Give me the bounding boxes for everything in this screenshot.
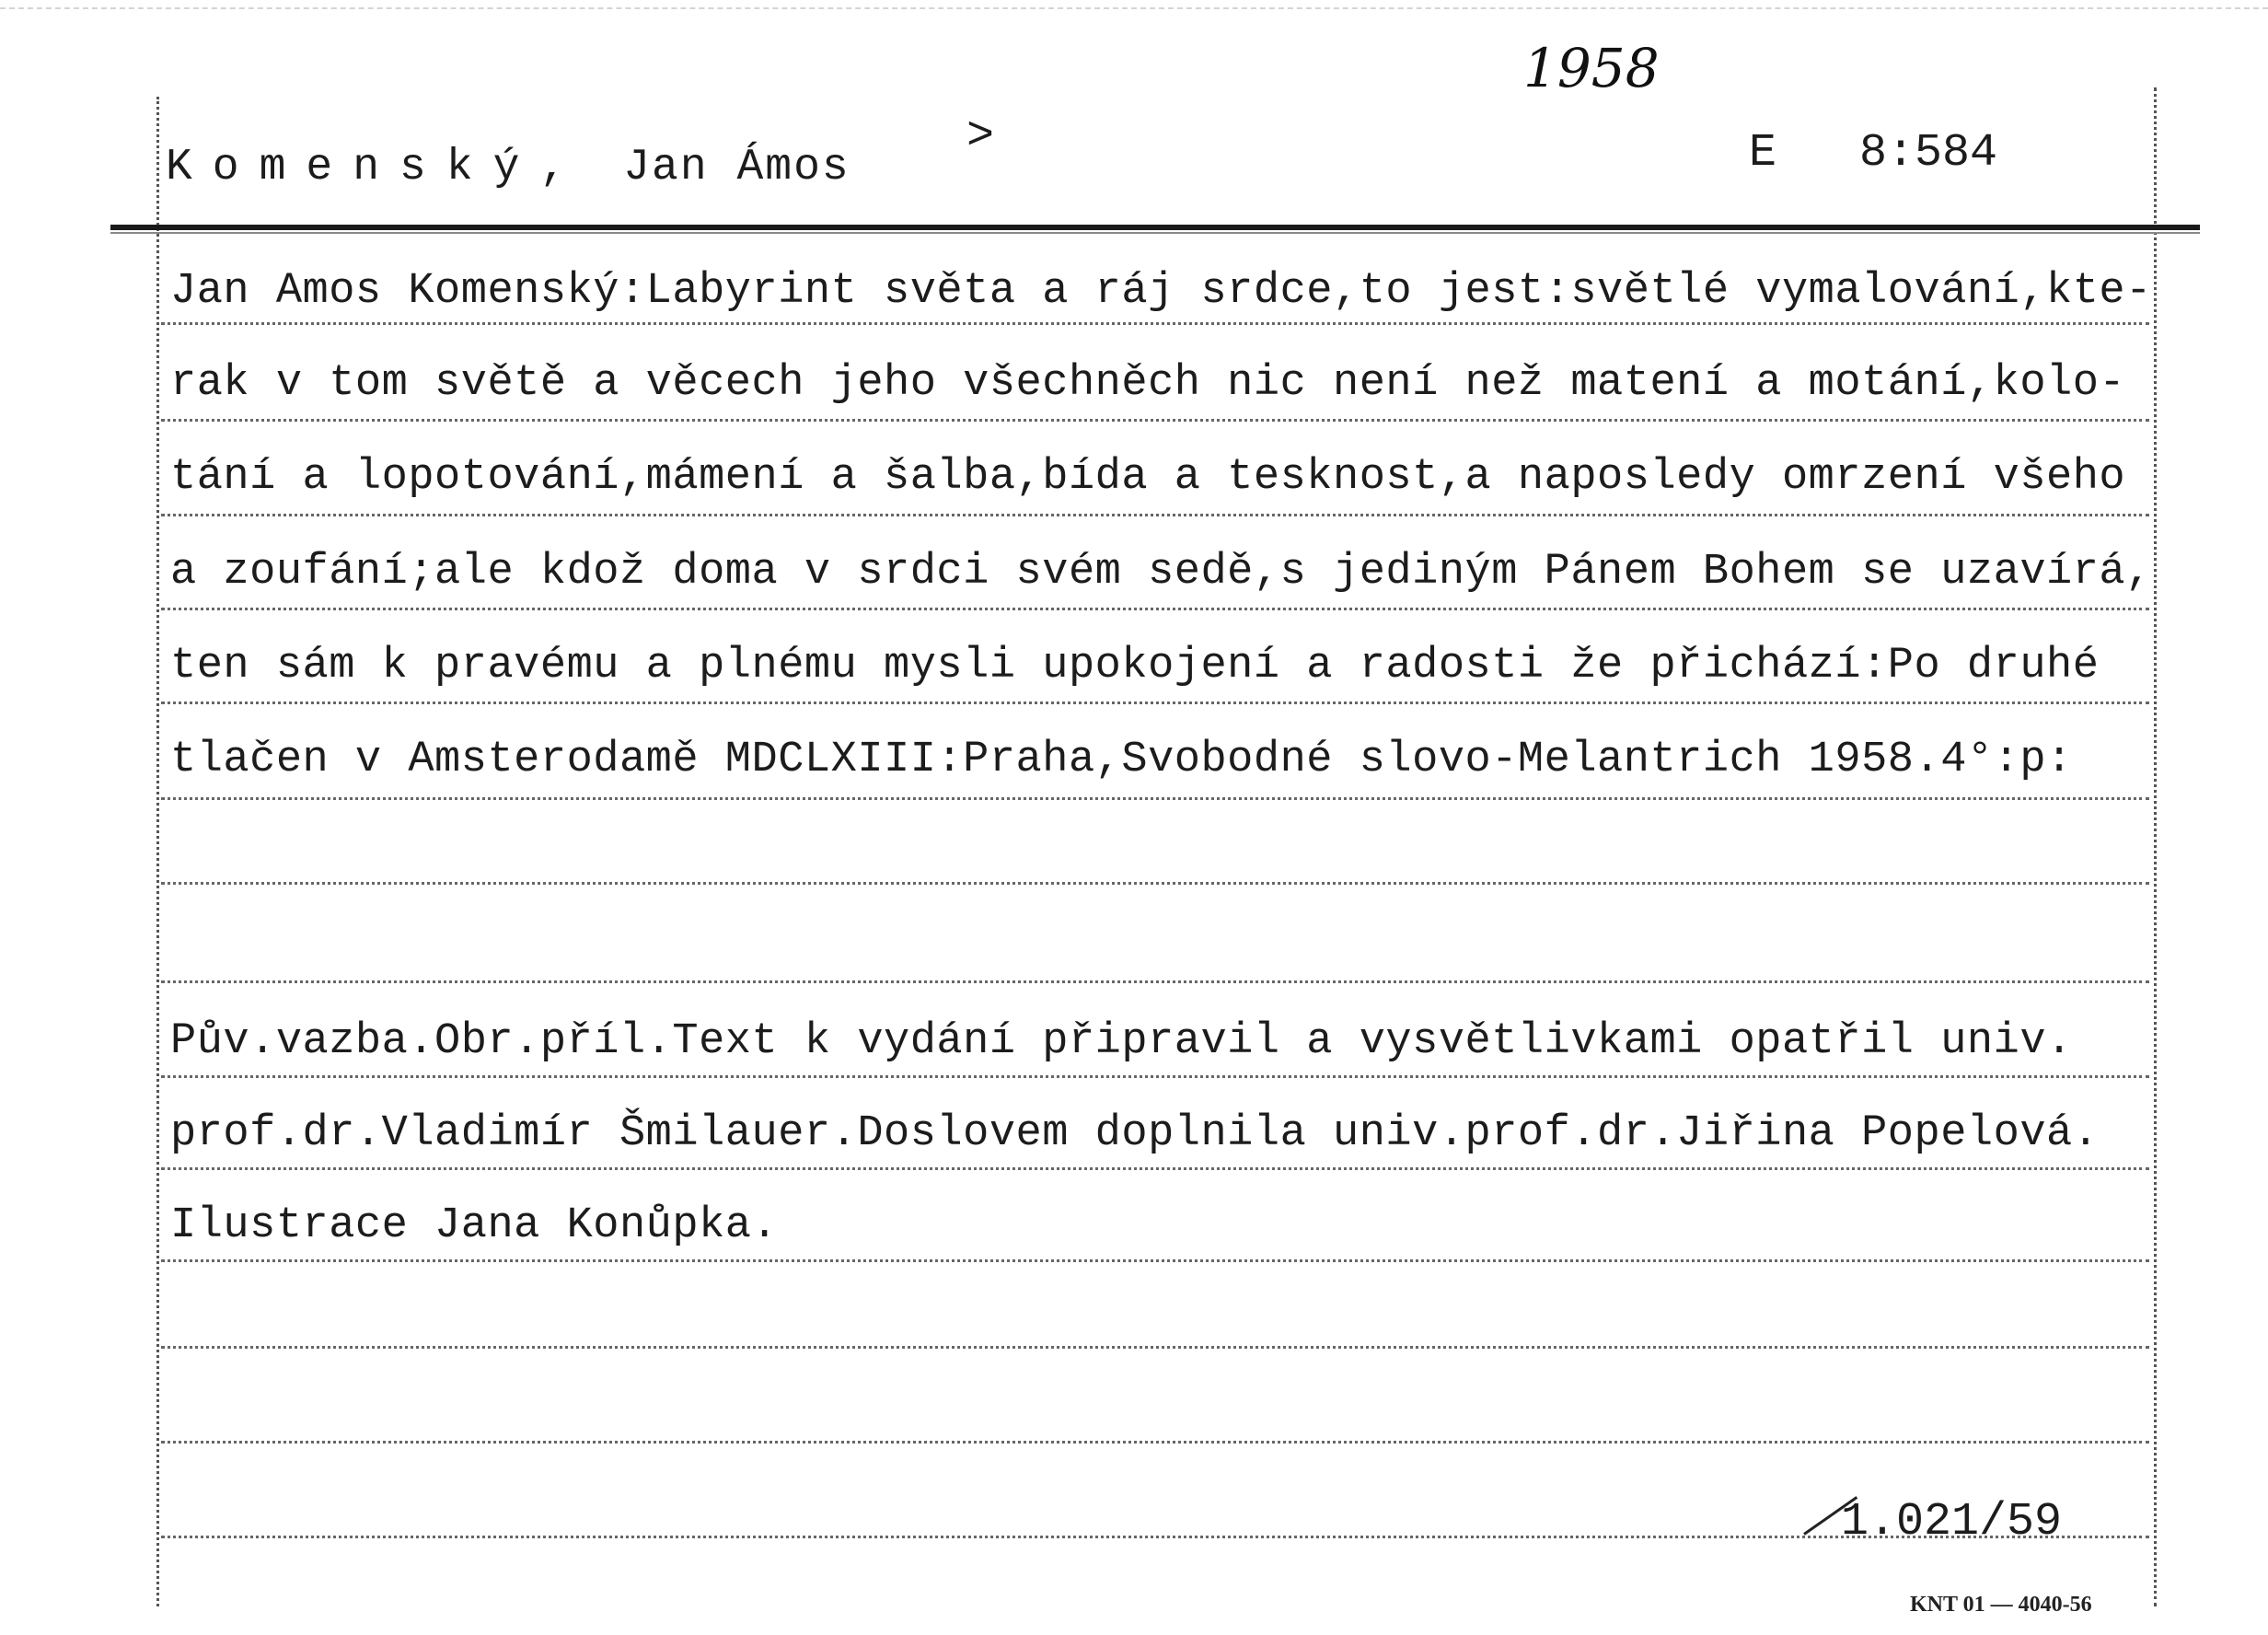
handwritten-mark: > [966, 110, 995, 163]
handwritten-year: 1958 [1523, 37, 1660, 99]
author-heading [166, 143, 850, 192]
ruled-line [161, 797, 2149, 800]
ruled-line [161, 1441, 2149, 1444]
author-surname: Komenský, [166, 143, 587, 192]
ruled-line [161, 1075, 2149, 1078]
form-code: KNT 01 — 4040-56 [1910, 1593, 2092, 1617]
ruled-line [161, 608, 2149, 610]
text-line: tání a lopotování,mámení a šalba,bída a tesknost,a naposledy omrzení všeho [170, 453, 2126, 502]
ruled-line [161, 702, 2149, 704]
ruled-line [161, 882, 2149, 885]
text-line: a zoufání;ale kdož doma v srdci svém sedě,s jediným Pánem Bohem se uzavírá, [170, 548, 2152, 597]
accession-number: 1.021/59 [1841, 1496, 2063, 1548]
header-rule-shadow [110, 232, 2200, 234]
text-line: Ilustrace Jana Konůpka. [170, 1201, 779, 1250]
author-given-names: Jan Ámos [623, 143, 850, 192]
text-line: ten sám k pravému a plnému mysli upokojení a radosti že přichází:Po druhé [170, 642, 2100, 690]
ruled-line [161, 1167, 2149, 1170]
text-line: prof.dr.Vladimír Šmilauer.Doslovem doplnila univ.prof.dr.Jiřina Popelová. [170, 1109, 2100, 1158]
text-line: tlačen v Amsterodamě MDCLXIII:Praha,Svobodné slovo-Melantrich 1958.4°:p: [170, 736, 2073, 784]
ruled-line [161, 419, 2149, 422]
top-edge-marks [0, 7, 2268, 18]
left-margin-line [156, 97, 159, 1606]
call-prefix: E [1749, 127, 1777, 180]
header-rule [110, 225, 2200, 230]
call-number-value: 8:584 [1859, 127, 1998, 180]
ruled-line [161, 322, 2149, 325]
right-margin-line [2154, 87, 2157, 1606]
ruled-line [161, 1259, 2149, 1262]
ruled-line [161, 1346, 2149, 1349]
text-line: Jan Amos Komenský:Labyrint světa a ráj srdce,to jest:světlé vymalování,kte- [170, 267, 2152, 316]
ruled-line [161, 980, 2149, 983]
call-number [1749, 127, 1997, 180]
text-line: Pův.vazba.Obr.příl.Text k vydání připravil a vysvětlivkami opatřil univ. [170, 1017, 2073, 1066]
ruled-line [161, 514, 2149, 516]
text-line: rak v tom světě a věcech jeho všechněch nic není než matení a motání,kolo- [170, 359, 2126, 408]
